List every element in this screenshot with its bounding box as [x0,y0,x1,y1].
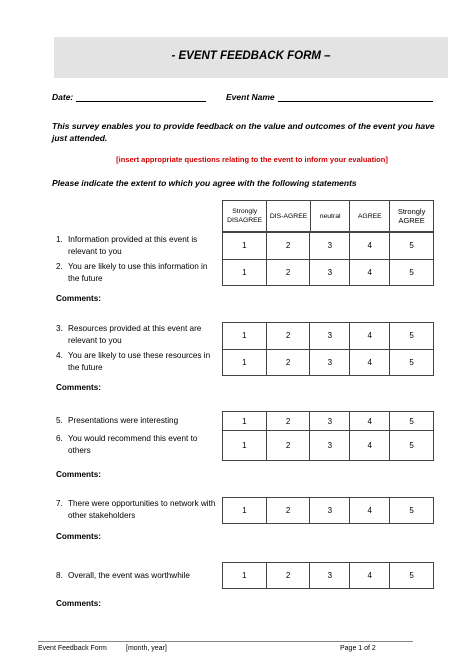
rating-row-q6 [223,431,434,461]
rating-3[interactable]: 3 [310,323,350,350]
question-4: 4. You are likely to use these resources in the future [56,351,211,372]
rating-3[interactable]: 3 [310,431,350,461]
rating-3[interactable]: 3 [310,259,350,286]
rating-4[interactable]: 4 [350,431,390,461]
rating-1[interactable]: 1 [223,259,267,286]
rating-3[interactable]: 3 [310,412,350,431]
intro-text: This survey enables you to provide feedback on the value and outcomes of the event you have just attended. [52,121,435,143]
footer-date: [month, year] [126,645,167,652]
comments-label-1: Comments: [56,294,102,303]
instructions: Please indicate the extent to which you agree with the following statements [52,178,357,188]
rating-4[interactable]: 4 [350,259,390,286]
rating-4[interactable]: 4 [350,349,390,376]
rating-table-2 [222,322,434,376]
rating-row-q1 [223,233,434,260]
question-3: 3. Resources provided at this event are relevant to you [56,324,202,345]
rating-table-5 [222,562,434,589]
rating-1[interactable]: 1 [223,323,267,350]
rating-2[interactable]: 2 [266,498,310,524]
question-7: 7. There were opportunities to network with other stakeholders [56,499,216,520]
rating-2[interactable]: 2 [266,412,310,431]
rating-2[interactable]: 2 [266,431,310,461]
rating-row-q8 [223,563,434,589]
rating-1[interactable]: 1 [223,563,267,589]
rating-5[interactable]: 5 [390,563,434,589]
rating-5[interactable]: 5 [390,323,434,350]
date-label: Date: [52,92,74,102]
rating-4[interactable]: 4 [350,412,390,431]
rating-5[interactable]: 5 [390,431,434,461]
rating-3[interactable]: 3 [310,563,350,589]
rating-row-q3 [223,323,434,350]
header-neutral: neutral [310,201,350,232]
header-disagree: DIS-AGREE [267,201,311,232]
rating-2[interactable]: 2 [266,323,310,350]
rating-1[interactable]: 1 [223,349,267,376]
header-agree: AGREE [350,201,390,232]
rating-5[interactable]: 5 [390,412,434,431]
rating-4[interactable]: 4 [350,563,390,589]
event-name-field[interactable] [278,92,433,102]
insert-note: [insert appropriate questions relating to the event to inform your evaluation] [116,155,388,164]
event-name-label: Event Name [226,92,275,102]
comments-label-2: Comments: [56,383,102,392]
rating-row-q7 [223,498,434,524]
header-strongly-agree: Strongly AGREE [390,201,434,232]
rating-2[interactable]: 2 [266,349,310,376]
rating-row-q2 [223,259,434,286]
question-8: 8. Overall, the event was worthwhile [56,571,190,580]
question-6: 6. You would recommend this event to others [56,434,198,455]
scale-header-table [222,200,434,232]
comments-label-5: Comments: [56,599,102,608]
rating-1[interactable]: 1 [223,431,267,461]
footer-form-name: Event Feedback Form [38,645,107,652]
rating-table-3 [222,411,434,461]
rating-2[interactable]: 2 [266,233,310,260]
question-2: 2. You are likely to use this information in the future [56,262,208,283]
comments-label-3: Comments: [56,470,102,479]
question-5: 5. Presentations were interesting [56,416,179,425]
footer-page-number: Page 1 of 2 [340,645,376,652]
rating-2[interactable]: 2 [266,563,310,589]
rating-3[interactable]: 3 [310,498,350,524]
question-1: 1. Information provided at this event is relevant to you [56,235,198,256]
rating-2[interactable]: 2 [266,259,310,286]
date-field[interactable] [76,92,206,102]
rating-5[interactable]: 5 [390,498,434,524]
rating-5[interactable]: 5 [390,259,434,286]
rating-5[interactable]: 5 [390,349,434,376]
rating-row-q4 [223,349,434,376]
rating-row-q5 [223,412,434,431]
rating-4[interactable]: 4 [350,498,390,524]
rating-4[interactable]: 4 [350,233,390,260]
footer-divider [38,641,413,642]
rating-table-4 [222,497,434,524]
title-banner [54,37,448,78]
rating-table-1 [222,232,434,286]
rating-1[interactable]: 1 [223,412,267,431]
rating-1[interactable]: 1 [223,498,267,524]
rating-1[interactable]: 1 [223,233,267,260]
rating-3[interactable]: 3 [310,233,350,260]
rating-4[interactable]: 4 [350,323,390,350]
form-title: - EVENT FEEDBACK FORM – [171,50,331,62]
rating-5[interactable]: 5 [390,233,434,260]
rating-3[interactable]: 3 [310,349,350,376]
comments-label-4: Comments: [56,532,102,541]
header-strongly-disagree: Strongly DISAGREE [223,201,267,232]
